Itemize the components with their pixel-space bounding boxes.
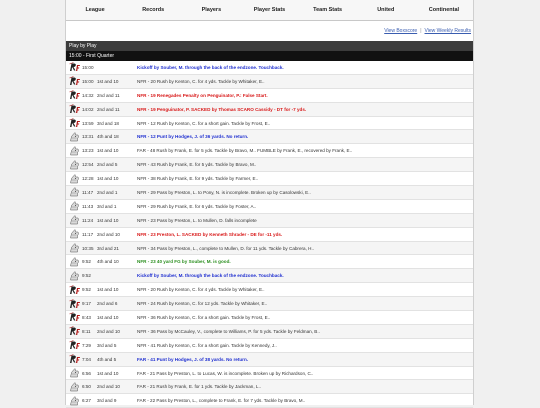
play-time: 10:35: [82, 245, 94, 251]
renegades-logo-icon: [68, 284, 81, 295]
play-description: NFR - 23 40 yard FG by Souber, M. is good.: [137, 259, 231, 265]
play-time: 9:52: [82, 259, 91, 265]
play-row: [66, 200, 473, 214]
play-down: 3rd and 21: [97, 245, 119, 251]
falcons-logo-icon: [68, 243, 81, 254]
play-row: [66, 130, 473, 144]
play-down: 1st and 10: [97, 370, 119, 376]
play-description: Kickoff by Souber, M. through the back of the endzone. Touchback.: [137, 273, 284, 279]
renegades-logo-icon: [68, 354, 81, 365]
play-time: 14:32: [82, 92, 94, 98]
view-boxscore-link[interactable]: View Boxscore: [384, 28, 418, 34]
nav-united[interactable]: United: [377, 7, 395, 13]
play-time: 6:27: [82, 398, 91, 404]
play-row: [66, 158, 473, 172]
falcons-logo-icon: [68, 229, 81, 240]
play-time: 8:11: [82, 328, 91, 334]
play-time: 8:43: [82, 314, 91, 320]
play-row: [66, 61, 473, 75]
renegades-logo-icon: [68, 326, 81, 337]
falcons-logo-icon: [68, 159, 81, 170]
view-links: [66, 24, 471, 38]
play-down: 2nd and 10: [97, 328, 120, 334]
play-time: 13:23: [82, 148, 94, 154]
falcons-logo-icon: [68, 381, 81, 392]
play-description: Kickoff by Souber, M. through the back of the endzone. Touchback.: [137, 64, 284, 70]
section-title: Play by Play: [66, 41, 473, 51]
play-row: [66, 255, 473, 269]
quarter-title: 15:00 - First Quarter: [66, 51, 473, 61]
play-description: NFR - 34 Pass by Preston, L., complete to Mullen, D. for 11 yds. Tackle by Cabrera, H..: [137, 245, 315, 251]
play-down: 2nd and 5: [97, 162, 118, 168]
play-description: FAR - 21 Rush by Frank, E. for 1 yds. Tackle by Jackman, L..: [137, 384, 261, 390]
play-description: FAR - 21 Pass by Preston, L. to Lucas, W. is incomplete. Broken up by Richardson, C..: [137, 370, 314, 376]
play-down: 4th and 5: [97, 356, 117, 362]
falcons-logo-icon: [68, 131, 81, 142]
play-down: 1st and 10: [97, 217, 119, 223]
play-down: 3rd and 1: [97, 203, 117, 209]
play-description: NFR - 20 Rush by Kenton, C. for 4 yds. Tackle by Whitaker, E..: [137, 78, 265, 84]
link-separator: |: [420, 28, 422, 34]
play-down: 2nd and 6: [97, 301, 118, 307]
play-row: [66, 186, 473, 200]
view-weekly-results-link[interactable]: View Weekly Results: [424, 28, 471, 34]
play-description: NFR - 29 Pass by Preston, L. to Pony, N. is incomplete. Broken up by Casolowski, E..: [137, 189, 311, 195]
falcons-logo-icon: [68, 173, 81, 184]
renegades-logo-icon: [68, 340, 81, 351]
nav-continental[interactable]: Continental: [428, 7, 460, 13]
play-time: 15:00: [82, 64, 94, 70]
play-row: [66, 311, 473, 325]
play-description: NFR - 20 Rush by Kenton, C. for 4 yds. Tackle by Whitaker, E..: [137, 287, 265, 293]
play-description: NFR - 24 Rush by Kenton, C. for 12 yds. Tackle by Whitaker, E..: [137, 301, 268, 307]
play-time: 12:28: [82, 176, 94, 182]
play-down: 1st and 10: [97, 78, 119, 84]
play-row: [66, 228, 473, 242]
play-time: 6:50: [82, 384, 91, 390]
falcons-logo-icon: [68, 256, 81, 267]
play-row: [66, 353, 473, 367]
falcons-logo-icon: [68, 145, 81, 156]
play-time: 9:52: [82, 273, 91, 279]
play-row: [66, 339, 473, 353]
play-row: [66, 75, 473, 89]
play-description: NFR - 23 Preston, L. SACKED by Kenneth Shrader - DE for -11 yds.: [137, 231, 283, 237]
play-list: [66, 61, 473, 408]
play-row: [66, 103, 473, 117]
play-row: [66, 144, 473, 158]
play-down: 4th and 18: [97, 134, 119, 140]
renegades-logo-icon: [68, 76, 81, 87]
play-time: 11:47: [82, 189, 94, 195]
play-time: 11:17: [82, 231, 94, 237]
play-down: 3rd and 18: [97, 120, 119, 126]
play-description: NFR - 41 Rush by Kenton, C. for a short gain. Tackle by Kennedy, J..: [137, 342, 277, 348]
play-time: 13:59: [82, 120, 94, 126]
play-time: 9:17: [82, 301, 91, 307]
play-down: 1st and 10: [97, 148, 119, 154]
nav-player-stats[interactable]: Player Stats: [253, 7, 286, 13]
page-container: [65, 0, 474, 405]
top-nav: [66, 0, 473, 21]
play-row: [66, 297, 473, 311]
play-row: [66, 269, 473, 283]
renegades-logo-icon: [68, 118, 81, 129]
renegades-logo-icon: [68, 298, 81, 309]
play-description: NFR - 43 Rush by Frank, E. for 5 yds. Tackle by Bravo, M..: [137, 162, 257, 168]
play-time: 14:02: [82, 106, 94, 112]
play-down: 1st and 10: [97, 314, 119, 320]
play-description: NFR - 12 Punt by Hodges, J. of 36 yards. No return.: [137, 134, 249, 140]
play-row: [66, 394, 473, 408]
falcons-logo-icon: [68, 368, 81, 379]
play-time: 9:52: [82, 287, 91, 293]
play-time: 6:56: [82, 370, 91, 376]
play-time: 11:43: [82, 203, 94, 209]
nav-league[interactable]: League: [85, 7, 105, 13]
play-description: NFR - 29 Rush by Frank, E. for 6 yds. Tackle by Foster, A..: [137, 203, 257, 209]
play-time: 7:04: [82, 356, 91, 362]
play-down: 4th and 10: [97, 259, 119, 265]
play-down: 2nd and 11: [97, 106, 120, 112]
play-description: FAR - 22 Pass by Preston, L., complete to Frank, E. for 7 yds. Tackle by Bravo, M..: [137, 398, 306, 404]
falcons-logo-icon: [68, 270, 81, 281]
play-description: NFR - 19 Penguinator, P. SACKED by Thomas SCARO Cassidy - DT for -7 yds.: [137, 106, 307, 112]
play-description: NFR - 36 Rush by Kenton, C. for a short gain. Tackle by Frost, E..: [137, 314, 271, 320]
play-row: [66, 214, 473, 228]
falcons-logo-icon: [68, 187, 81, 198]
play-row: [66, 242, 473, 256]
renegades-logo-icon: [68, 90, 81, 101]
nav-players[interactable]: Players: [201, 7, 222, 13]
play-down: 1st and 10: [97, 287, 119, 293]
play-down: 3rd and 9: [97, 398, 117, 404]
play-down: 3rd and 5: [97, 342, 117, 348]
play-description: NFR - 38 Rush by Frank, E. for 9 yds. Tackle by Farmer, E..: [137, 176, 259, 182]
falcons-logo-icon: [68, 201, 81, 212]
play-row: [66, 89, 473, 103]
play-down: 2nd and 11: [97, 92, 120, 98]
play-down: 2nd and 1: [97, 189, 118, 195]
renegades-logo-icon: [68, 104, 81, 115]
play-row: [66, 325, 473, 339]
falcons-logo-icon: [68, 215, 81, 226]
nav-records[interactable]: Records: [142, 7, 165, 13]
play-time: 7:29: [82, 342, 91, 348]
renegades-logo-icon: [68, 62, 81, 73]
play-description: FAR - 41 Punt by Hodges, J. of 38 yards. No return.: [137, 356, 249, 362]
play-description: NFR - 19 Renegades Penalty on Penguinator, P.: False Start.: [137, 92, 268, 98]
play-time: 11:24: [82, 217, 94, 223]
play-time: 13:31: [82, 134, 94, 140]
play-time: 15:00: [82, 78, 94, 84]
play-row: [66, 380, 473, 394]
play-description: NFR - 23 Pass by Preston, L. to Mullen, D. falls incomplete: [137, 217, 257, 223]
play-row: [66, 117, 473, 131]
play-time: 12:54: [82, 162, 94, 168]
play-down: 2nd and 10: [97, 384, 120, 390]
play-description: NFR - 36 Pass by McCauley, V., complete to Williams, P. for 5 yds. Tackle by Feldman, B..: [137, 328, 320, 334]
play-down: 2nd and 10: [97, 231, 120, 237]
play-description: FAR - 48 Rush by Frank, E. for 5 yds. Tackle by Bravo, M.. FUMBLE by Frank, E., recovered by Frank, E..: [137, 148, 353, 154]
play-description: NFR - 12 Rush by Kenton, C. for a short gain. Tackle by Frost, E..: [137, 120, 271, 126]
renegades-logo-icon: [68, 312, 81, 323]
nav-team-stats[interactable]: Team Stats: [313, 7, 343, 13]
play-row: [66, 283, 473, 297]
play-row: [66, 367, 473, 381]
play-row: [66, 172, 473, 186]
play-down: 1st and 10: [97, 176, 119, 182]
